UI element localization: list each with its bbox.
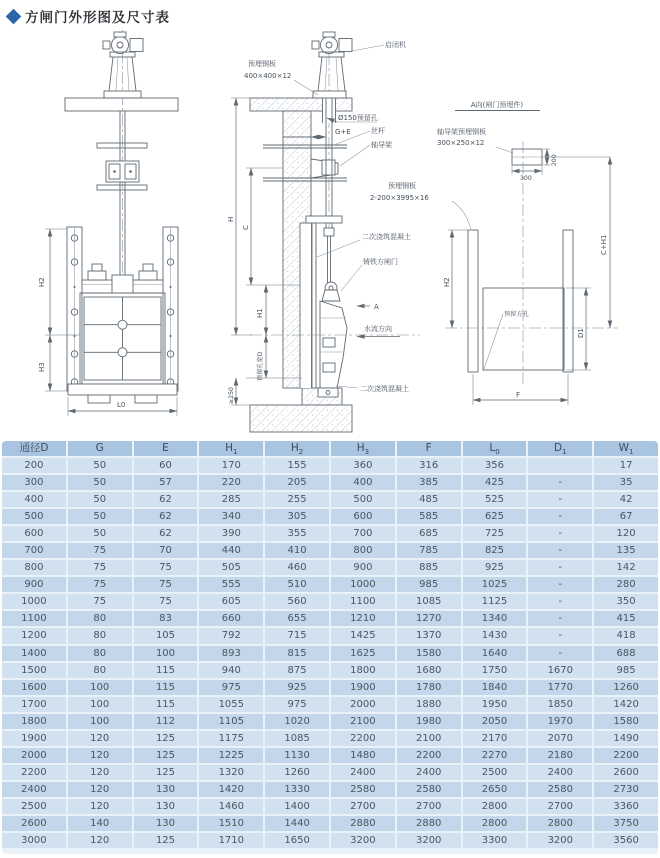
section-view-drawing [227,32,420,432]
table-cell: 120 [68,731,132,746]
dim-h1-label: H1 [256,308,264,318]
table-cell: 2800 [528,816,592,831]
table-cell: 1970 [528,714,592,729]
table-cell: 600 [331,509,395,524]
table-cell: 925 [265,680,329,695]
table-cell: 1260 [265,765,329,780]
table-cell: 1200 [2,628,66,643]
dim-250-label: ≥250 [228,387,235,404]
table-cell: 316 [397,458,461,473]
table-cell: 120 [68,782,132,797]
column-header: $D_1$ [528,441,592,456]
table-cell: 285 [199,492,263,507]
table-cell: 125 [134,833,198,848]
a-view-drawing [370,100,618,405]
dim-c-label: C [242,225,250,230]
table-cell: 800 [331,543,395,558]
table-cell: 112 [134,714,198,729]
table-cell: 1900 [2,731,66,746]
table-cell: 1055 [199,697,263,712]
table-cell: 1125 [463,594,527,609]
table-cell: 100 [134,646,198,661]
table-cell: 2200 [331,731,395,746]
table-cell: 390 [199,526,263,541]
table-cell: 1710 [199,833,263,848]
table-cell: - [528,628,592,643]
table-cell: 700 [331,526,395,541]
table-cell: 75 [134,560,198,575]
table-cell: 985 [594,663,658,678]
table-cell: 893 [199,646,263,661]
table-cell: 2000 [331,697,395,712]
table-cell: 1900 [331,680,395,695]
table-cell: 75 [68,560,132,575]
guide-plate-label-line2: 300×250×12 [437,139,485,147]
section-arrow-a-label: A [374,303,379,311]
table-cell: 130 [134,799,198,814]
table-cell: 1130 [265,748,329,763]
table-cell: 300 [2,475,66,490]
ge-label: G+E [335,128,351,136]
table-cell: 60 [134,458,198,473]
table-cell: 415 [594,611,658,626]
table-cell: 120 [68,799,132,814]
table-cell: - [528,475,592,490]
table-cell: 1500 [2,663,66,678]
side-plate-label-line1: 预埋钢板 [388,182,416,190]
table-cell: 220 [199,475,263,490]
table-cell: 2800 [463,799,527,814]
table-cell: 70 [134,543,198,558]
table-cell: 75 [68,577,132,592]
table-cell: 685 [397,526,461,541]
table-cell: 800 [2,560,66,575]
dim-l0-label: L0 [117,401,126,409]
table-cell: 2200 [2,765,66,780]
dim-h2-right-label: H2 [443,277,451,287]
table-cell: 1000 [2,594,66,609]
dim-h2-label: H2 [38,277,46,287]
table-cell: 1980 [397,714,461,729]
table-cell: 715 [265,628,329,643]
table-cell: 2200 [594,748,658,763]
table-cell: 1670 [528,663,592,678]
column-header: 通径D [2,441,66,456]
guide-plate-label-line1: 轴导架预埋钢板 [437,128,486,136]
table-cell: 80 [68,628,132,643]
table-cell: 120 [68,833,132,848]
column-header: E [134,441,198,456]
table-cell: 2400 [397,765,461,780]
table-cell: 75 [134,594,198,609]
table-cell: 460 [265,560,329,575]
table-cell: 62 [134,509,198,524]
column-header: $H_1$ [199,441,263,456]
table-cell: 688 [594,646,658,661]
table-cell: 42 [594,492,658,507]
table-cell: 2580 [397,782,461,797]
reserved-hole-label: 预留方孔 [504,311,529,318]
table-cell: - [528,509,592,524]
table-cell: 1400 [2,646,66,661]
table-cell: 1460 [199,799,263,814]
table-cell: 2400 [2,782,66,797]
table-cell: 560 [265,594,329,609]
table-cell: 2880 [397,816,461,831]
table-cell: 600 [2,526,66,541]
table-cell: 1510 [199,816,263,831]
table-cell: 2580 [331,782,395,797]
table-cell: 2100 [331,714,395,729]
table-cell: 205 [265,475,329,490]
table-cell: 2400 [528,765,592,780]
dim-h3-label: H3 [38,362,46,372]
table-cell: 50 [68,509,132,524]
table-cell: 2170 [463,731,527,746]
table-cell: 75 [68,543,132,558]
table-cell: 1640 [463,646,527,661]
table-cell: 50 [68,526,132,541]
table-cell: 356 [463,458,527,473]
table-cell: 1085 [397,594,461,609]
table-cell: 2700 [397,799,461,814]
table-cell: 825 [463,543,527,558]
table-cell: 1330 [265,782,329,797]
table-cell: 125 [134,731,198,746]
table-cell: 2180 [528,748,592,763]
table-cell: 3560 [594,833,658,848]
table-cell: 3200 [528,833,592,848]
table-cell: 3360 [594,799,658,814]
table-cell: 2400 [331,765,395,780]
table-cell: 350 [594,594,658,609]
front-view-drawing [38,30,178,416]
table-cell: 125 [134,748,198,763]
table-cell: - [528,492,592,507]
table-cell: 885 [397,560,461,575]
table-cell: 385 [397,475,461,490]
page-title [8,6,170,26]
table-cell: 1780 [397,680,461,695]
table-cell: 555 [199,577,263,592]
table-cell: 625 [463,509,527,524]
table-cell: 105 [134,628,198,643]
table-cell: 1425 [331,628,395,643]
table-cell: 3200 [397,833,461,848]
guide-bracket-label: 轴导架 [371,141,392,149]
table-cell: 2580 [528,782,592,797]
table-cell: 792 [199,628,263,643]
table-cell: 1950 [463,697,527,712]
table-cell: 280 [594,577,658,592]
a-view-title: A向(闸门预埋件) [470,101,524,109]
hole150-label: Ø150预留孔 [338,114,378,122]
table-cell: 655 [265,611,329,626]
dim-f-label: F [515,391,521,399]
table-cell: 2650 [463,782,527,797]
table-cell: 2500 [2,799,66,814]
table-cell: - [528,543,592,558]
table-cell: 1340 [463,611,527,626]
table-cell: - [528,646,592,661]
table-cell: 2700 [528,799,592,814]
table-cell: 67 [594,509,658,524]
diamond-bullet-icon [6,8,22,24]
table-cell: 62 [134,492,198,507]
column-header: G [68,441,132,456]
table-cell: 2270 [463,748,527,763]
table-cell: 875 [265,663,329,678]
table-cell: - [528,560,592,575]
table-cell: 2200 [397,748,461,763]
dimension-table [2,441,658,854]
table-cell: 200 [2,458,66,473]
table-cell: 1100 [2,611,66,626]
table-cell: 1650 [265,833,329,848]
flow-direction-label: 水流方向 [364,325,392,333]
table-cell: 3200 [331,833,395,848]
table-cell: 1260 [594,680,658,695]
table-cell: 1770 [528,680,592,695]
table-cell: 1020 [265,714,329,729]
table-cell: 135 [594,543,658,558]
table-cell: 2000 [2,748,66,763]
table-cell: 3300 [463,833,527,848]
table-cell: 1750 [463,663,527,678]
table-cell: 115 [134,680,198,695]
table-cell: 1105 [199,714,263,729]
table-cell: 900 [2,577,66,592]
table-cell: 400 [2,492,66,507]
table-cell: 340 [199,509,263,524]
table-cell: 3000 [2,833,66,848]
table-cell: 115 [134,663,198,678]
table-cell: 725 [463,526,527,541]
column-header: F [397,441,461,456]
table-cell: 142 [594,560,658,575]
table-cell: 1175 [199,731,263,746]
table-cell: 115 [134,697,198,712]
cast-iron-gate-label: 铸铁方闸门 [363,258,398,266]
table-cell: 155 [265,458,329,473]
table-cell: 2050 [463,714,527,729]
table-cell: 1700 [2,697,66,712]
table-cell: 2700 [331,799,395,814]
table-cell: 525 [463,492,527,507]
secondary-concrete-top-label: 二次浇筑混凝土 [362,233,411,241]
embed-plate-label-line2: 400×400×12 [244,72,292,80]
table-cell: 500 [2,509,66,524]
table-cell: 140 [68,816,132,831]
table-cell: 360 [331,458,395,473]
column-header: $H_3$ [331,441,395,456]
table-cell: 1440 [265,816,329,831]
table-cell: 1625 [331,646,395,661]
table-cell: 605 [199,594,263,609]
table-cell: 2100 [397,731,461,746]
table-cell: 130 [134,782,198,797]
table-cell: 2880 [331,816,395,831]
table-cell: - [528,526,592,541]
table-cell: 35 [594,475,658,490]
column-header: $L_0$ [463,441,527,456]
table-cell: 1000 [331,577,395,592]
dim-ch1-label: C+H1 [600,234,608,255]
dim-200-label: 200 [551,154,558,166]
table-cell: 17 [594,458,658,473]
table-cell: 975 [199,680,263,695]
table-cell: 2600 [2,816,66,831]
table-cell: 485 [397,492,461,507]
table-cell: 425 [463,475,527,490]
table-cell: 700 [2,543,66,558]
table-cell: 1370 [397,628,461,643]
table-cell: 1800 [2,714,66,729]
table-cell: 2600 [594,765,658,780]
table-cell: 62 [134,526,198,541]
table-cell: 1210 [331,611,395,626]
column-header: $W_1$ [594,441,658,456]
table-cell: 1680 [397,663,461,678]
table-cell: 355 [265,526,329,541]
table-cell: 1430 [463,628,527,643]
hoist-label: 启闭机 [385,41,406,49]
dimension-table-grid [2,441,658,848]
table-cell: 80 [68,646,132,661]
secondary-concrete-bottom-label: 二次浇筑混凝土 [360,385,409,393]
table-cell: 255 [265,492,329,507]
table-cell: 975 [265,697,329,712]
table-cell: 585 [397,509,461,524]
table-cell: 815 [265,646,329,661]
table-cell: 100 [68,697,132,712]
table-cell: 510 [265,577,329,592]
table-cell: 500 [331,492,395,507]
table-cell: 660 [199,611,263,626]
page-title-text: 方闸门外形图及尺寸表 [25,10,170,26]
table-cell: 400 [331,475,395,490]
table-cell: 1880 [397,697,461,712]
table-cell: - [528,594,592,609]
table-cell: 3750 [594,816,658,831]
table-cell: 410 [265,543,329,558]
table-cell: 50 [68,492,132,507]
table-cell: 2070 [528,731,592,746]
table-cell: 1580 [594,714,658,729]
table-cell: 1320 [199,765,263,780]
dim-hole-width-label: 预留孔宽D [257,351,264,381]
table-cell: 1400 [265,799,329,814]
table-cell: 120 [594,526,658,541]
table-cell: 1490 [594,731,658,746]
table-cell: 80 [68,611,132,626]
dim-h-label: H [227,216,235,222]
screw-label: 丝杆 [371,127,385,135]
table-cell: 75 [134,577,198,592]
table-cell: - [528,577,592,592]
table-cell: 1420 [199,782,263,797]
table-cell: 2730 [594,782,658,797]
table-cell: 2800 [463,816,527,831]
table-cell: 1270 [397,611,461,626]
column-header: $H_2$ [265,441,329,456]
table-cell: 2500 [463,765,527,780]
dim-300-label: 300 [520,175,532,182]
table-cell: 305 [265,509,329,524]
table-cell: 785 [397,543,461,558]
table-cell: 170 [199,458,263,473]
table-cell: 1225 [199,748,263,763]
table-cell: 925 [463,560,527,575]
embed-plate-label-line1: 预埋钢板 [248,60,276,68]
table-cell: 100 [68,680,132,695]
table-cell: 100 [68,714,132,729]
table-cell: 505 [199,560,263,575]
table-cell: 130 [134,816,198,831]
table-cell: 940 [199,663,263,678]
table-cell: 57 [134,475,198,490]
table-cell: 900 [331,560,395,575]
table-cell: 1850 [528,697,592,712]
table-cell: 1025 [463,577,527,592]
table-cell: 985 [397,577,461,592]
table-cell: 1100 [331,594,395,609]
table-cell: 1480 [331,748,395,763]
table-cell: 120 [68,748,132,763]
table-cell [528,458,592,473]
table-cell: 440 [199,543,263,558]
table-cell: 1085 [265,731,329,746]
table-cell: 83 [134,611,198,626]
table-cell: 418 [594,628,658,643]
table-cell: 50 [68,458,132,473]
table-cell: 1600 [2,680,66,695]
table-cell: 125 [134,765,198,780]
table-cell: 120 [68,765,132,780]
table-cell: - [528,611,592,626]
side-plate-label-line2: 2-200×3995×16 [370,194,429,202]
table-cell: 1800 [331,663,395,678]
table-cell: 75 [68,594,132,609]
dim-d1-label: D1 [577,328,585,338]
table-cell: 50 [68,475,132,490]
table-cell: 1580 [397,646,461,661]
table-cell: 1420 [594,697,658,712]
table-cell: 80 [68,663,132,678]
table-cell: 1840 [463,680,527,695]
